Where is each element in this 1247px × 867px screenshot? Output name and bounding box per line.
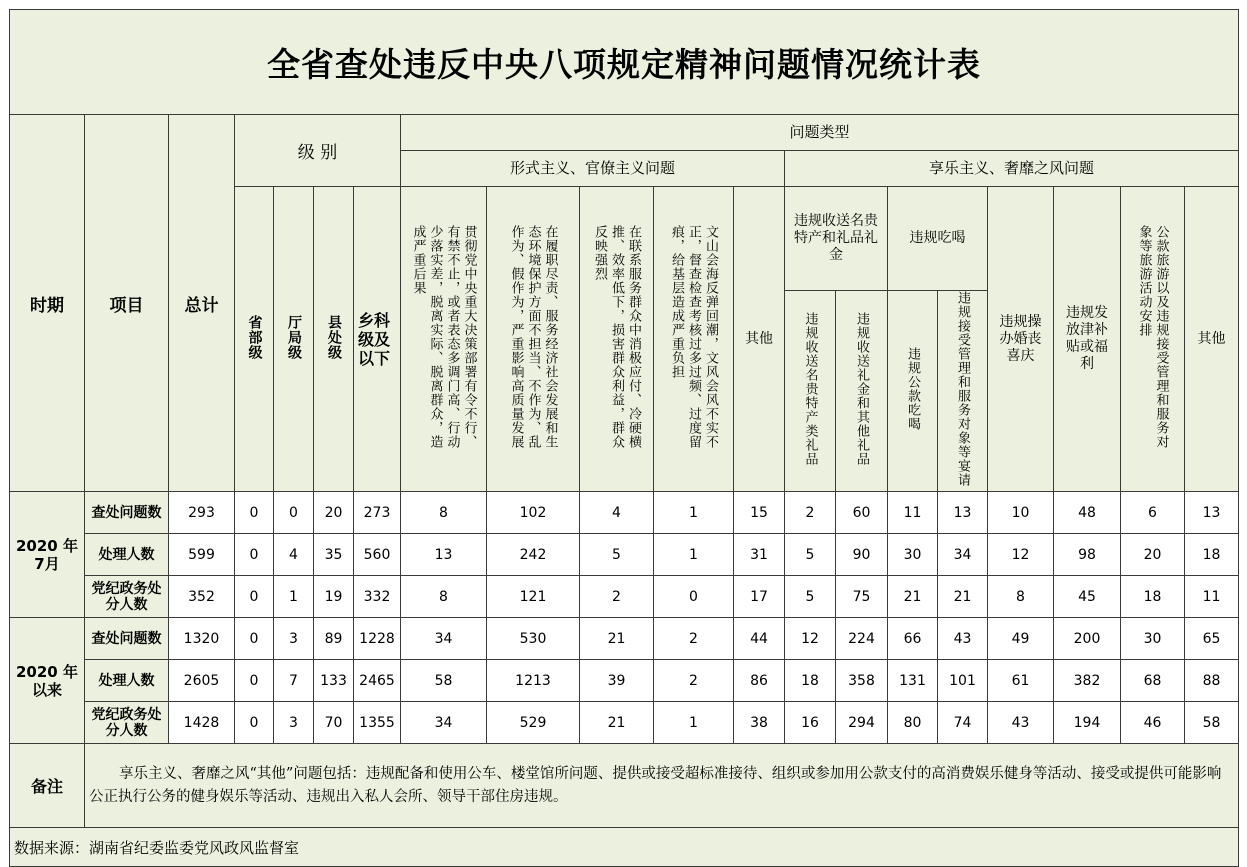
formalism-3-label: 在联系服务群众中消极应付、冷硬横推、效率低下，损害群众利益，群众反映强烈 bbox=[592, 224, 641, 449]
value-cell: 10 bbox=[988, 492, 1054, 534]
value-cell: 11 bbox=[1185, 576, 1239, 618]
statistics-table bbox=[9, 9, 1239, 867]
value-cell: 15 bbox=[734, 492, 785, 534]
value-cell: 1355 bbox=[354, 702, 401, 744]
value-cell: 1320 bbox=[169, 618, 235, 660]
value-cell: 35 bbox=[314, 534, 354, 576]
header-dining-a bbox=[888, 291, 938, 492]
value-cell: 4 bbox=[274, 534, 314, 576]
value-cell: 200 bbox=[1054, 618, 1121, 660]
value-cell: 332 bbox=[354, 576, 401, 618]
value-cell: 194 bbox=[1054, 702, 1121, 744]
value-cell: 39 bbox=[580, 660, 654, 702]
value-cell: 3 bbox=[274, 618, 314, 660]
value-cell: 19 bbox=[314, 576, 354, 618]
value-cell: 49 bbox=[988, 618, 1054, 660]
value-cell: 242 bbox=[487, 534, 580, 576]
value-cell: 1428 bbox=[169, 702, 235, 744]
formalism-2-label: 在履职尽责、服务经济社会发展和生态环境保护方面不担当、不作为、乱作为、假作为，严重影响高质量发展 bbox=[508, 224, 558, 449]
value-cell: 529 bbox=[487, 702, 580, 744]
header-level: 级 别 bbox=[235, 115, 401, 187]
value-cell: 101 bbox=[938, 660, 988, 702]
value-cell: 74 bbox=[938, 702, 988, 744]
value-cell: 21 bbox=[580, 702, 654, 744]
dining-a-label: 违规公款吃喝 bbox=[905, 347, 920, 431]
table-row bbox=[10, 702, 1239, 744]
item-cell: 查处问题数 bbox=[85, 492, 169, 534]
value-cell: 8 bbox=[988, 576, 1054, 618]
value-cell: 131 bbox=[888, 660, 938, 702]
header-travel bbox=[1121, 187, 1185, 492]
table-row bbox=[10, 492, 1239, 534]
dining-b-label: 违规接受管理和服务对象等宴请 bbox=[955, 291, 970, 487]
travel-label: 公款旅游以及违规接受管理和服务对象等旅游活动安排 bbox=[1136, 224, 1169, 449]
header-level-province bbox=[235, 187, 274, 492]
value-cell: 88 bbox=[1185, 660, 1239, 702]
value-cell: 2 bbox=[785, 492, 836, 534]
value-cell: 13 bbox=[401, 534, 487, 576]
value-cell: 2 bbox=[654, 618, 734, 660]
header-level-township bbox=[354, 187, 401, 492]
level-township-label: 乡科级及以下 bbox=[358, 310, 391, 368]
value-cell: 1 bbox=[654, 534, 734, 576]
header-formalism-4 bbox=[654, 187, 734, 492]
value-cell: 560 bbox=[354, 534, 401, 576]
value-cell: 0 bbox=[235, 492, 274, 534]
value-cell: 1213 bbox=[487, 660, 580, 702]
value-cell: 293 bbox=[169, 492, 235, 534]
value-cell: 4 bbox=[580, 492, 654, 534]
value-cell: 18 bbox=[785, 660, 836, 702]
header-formalism-1 bbox=[401, 187, 487, 492]
value-cell: 133 bbox=[314, 660, 354, 702]
value-cell: 31 bbox=[734, 534, 785, 576]
value-cell: 13 bbox=[1185, 492, 1239, 534]
value-cell: 382 bbox=[1054, 660, 1121, 702]
period-cell: 2020 年 以来 bbox=[10, 618, 85, 744]
value-cell: 2465 bbox=[354, 660, 401, 702]
value-cell: 21 bbox=[938, 576, 988, 618]
value-cell: 294 bbox=[836, 702, 888, 744]
header-allowance: 违规发放津补贴或福利 bbox=[1054, 187, 1121, 492]
value-cell: 0 bbox=[274, 492, 314, 534]
value-cell: 11 bbox=[888, 492, 938, 534]
note-label: 备注 bbox=[10, 744, 85, 828]
value-cell: 599 bbox=[169, 534, 235, 576]
value-cell: 60 bbox=[836, 492, 888, 534]
value-cell: 8 bbox=[401, 492, 487, 534]
value-cell: 58 bbox=[401, 660, 487, 702]
formalism-1-label: 贯彻党中央重大决策部署有令不行、有禁不止，或者表态多调门高、行动少落实差，脱离实际、脱离群众，造成严重后果 bbox=[410, 224, 477, 449]
value-cell: 21 bbox=[888, 576, 938, 618]
value-cell: 66 bbox=[888, 618, 938, 660]
value-cell: 352 bbox=[169, 576, 235, 618]
value-cell: 17 bbox=[734, 576, 785, 618]
value-cell: 18 bbox=[1185, 534, 1239, 576]
formalism-4-label: 文山会海反弹回潮，文风会风不实不正，督查检查考核过多过频、过度留痕，给基层造成严重负担 bbox=[669, 224, 718, 449]
value-cell: 5 bbox=[785, 576, 836, 618]
value-cell: 2605 bbox=[169, 660, 235, 702]
value-cell: 0 bbox=[235, 534, 274, 576]
value-cell: 273 bbox=[354, 492, 401, 534]
value-cell: 0 bbox=[235, 576, 274, 618]
value-cell: 43 bbox=[938, 618, 988, 660]
value-cell: 5 bbox=[580, 534, 654, 576]
table-row bbox=[10, 576, 1239, 618]
value-cell: 224 bbox=[836, 618, 888, 660]
level-county-label: 县处级 bbox=[326, 314, 342, 360]
value-cell: 0 bbox=[235, 660, 274, 702]
value-cell: 1 bbox=[274, 576, 314, 618]
header-hedonism-other: 其他 bbox=[1185, 187, 1239, 492]
header-formalism-3 bbox=[580, 187, 654, 492]
level-bureau-label: 厅局级 bbox=[286, 314, 302, 360]
header-gift-b bbox=[836, 291, 888, 492]
value-cell: 530 bbox=[487, 618, 580, 660]
gift-b-label: 违规收送礼金和其他礼品 bbox=[854, 312, 869, 466]
header-total: 总计 bbox=[169, 115, 235, 492]
table-row bbox=[10, 618, 1239, 660]
header-gift-a bbox=[785, 291, 836, 492]
table-row bbox=[10, 534, 1239, 576]
value-cell: 2 bbox=[580, 576, 654, 618]
table-title: 全省查处违反中央八项规定精神问题情况统计表 bbox=[10, 10, 1239, 115]
table-row bbox=[10, 660, 1239, 702]
item-cell: 处理人数 bbox=[85, 534, 169, 576]
value-cell: 6 bbox=[1121, 492, 1185, 534]
value-cell: 0 bbox=[654, 576, 734, 618]
header-wedding: 违规操办婚丧喜庆 bbox=[988, 187, 1054, 492]
value-cell: 0 bbox=[235, 618, 274, 660]
value-cell: 7 bbox=[274, 660, 314, 702]
value-cell: 1 bbox=[654, 702, 734, 744]
value-cell: 48 bbox=[1054, 492, 1121, 534]
item-cell: 处理人数 bbox=[85, 660, 169, 702]
value-cell: 12 bbox=[988, 534, 1054, 576]
item-cell: 党纪政务处分人数 bbox=[85, 576, 169, 618]
header-item: 项目 bbox=[85, 115, 169, 492]
value-cell: 58 bbox=[1185, 702, 1239, 744]
value-cell: 358 bbox=[836, 660, 888, 702]
header-dining-b bbox=[938, 291, 988, 492]
value-cell: 1228 bbox=[354, 618, 401, 660]
item-cell: 查处问题数 bbox=[85, 618, 169, 660]
gift-a-label: 违规收送名贵特产类礼品 bbox=[802, 312, 818, 466]
value-cell: 65 bbox=[1185, 618, 1239, 660]
value-cell: 121 bbox=[487, 576, 580, 618]
value-cell: 43 bbox=[988, 702, 1054, 744]
value-cell: 0 bbox=[235, 702, 274, 744]
header-period: 时期 bbox=[10, 115, 85, 492]
period-cell: 2020 年 7月 bbox=[10, 492, 85, 618]
value-cell: 90 bbox=[836, 534, 888, 576]
value-cell: 38 bbox=[734, 702, 785, 744]
value-cell: 2 bbox=[654, 660, 734, 702]
value-cell: 13 bbox=[938, 492, 988, 534]
value-cell: 34 bbox=[401, 702, 487, 744]
header-level-county bbox=[314, 187, 354, 492]
value-cell: 20 bbox=[314, 492, 354, 534]
header-dining: 违规吃喝 bbox=[888, 187, 988, 291]
value-cell: 8 bbox=[401, 576, 487, 618]
data-source: 数据来源：湖南省纪委监委党风政风监督室 bbox=[10, 828, 1239, 867]
header-formalism: 形式主义、官僚主义问题 bbox=[401, 151, 785, 187]
value-cell: 102 bbox=[487, 492, 580, 534]
value-cell: 20 bbox=[1121, 534, 1185, 576]
header-problem-type: 问题类型 bbox=[401, 115, 1239, 151]
value-cell: 75 bbox=[836, 576, 888, 618]
value-cell: 86 bbox=[734, 660, 785, 702]
value-cell: 80 bbox=[888, 702, 938, 744]
header-hedonism: 享乐主义、奢靡之风问题 bbox=[785, 151, 1239, 187]
value-cell: 21 bbox=[580, 618, 654, 660]
value-cell: 18 bbox=[1121, 576, 1185, 618]
value-cell: 12 bbox=[785, 618, 836, 660]
value-cell: 30 bbox=[888, 534, 938, 576]
value-cell: 46 bbox=[1121, 702, 1185, 744]
note-text bbox=[85, 744, 1239, 828]
value-cell: 30 bbox=[1121, 618, 1185, 660]
level-province-label: 省部级 bbox=[246, 314, 263, 360]
value-cell: 70 bbox=[314, 702, 354, 744]
value-cell: 5 bbox=[785, 534, 836, 576]
value-cell: 98 bbox=[1054, 534, 1121, 576]
header-formalism-other: 其他 bbox=[734, 187, 785, 492]
header-level-bureau bbox=[274, 187, 314, 492]
value-cell: 16 bbox=[785, 702, 836, 744]
value-cell: 44 bbox=[734, 618, 785, 660]
value-cell: 45 bbox=[1054, 576, 1121, 618]
header-gift: 违规收送名贵特产和礼品礼金 bbox=[785, 187, 888, 291]
value-cell: 61 bbox=[988, 660, 1054, 702]
value-cell: 1 bbox=[654, 492, 734, 534]
value-cell: 3 bbox=[274, 702, 314, 744]
value-cell: 68 bbox=[1121, 660, 1185, 702]
value-cell: 89 bbox=[314, 618, 354, 660]
header-formalism-2 bbox=[487, 187, 580, 492]
note-content: 享乐主义、奢靡之风“其他”问题包括：违规配备和使用公车、楼堂馆所问题、提供或接受超标准接待、组织或参加用公款支付的高消费娱乐健身等活动、接受或提供可能影响公正执行公务的健身娱乐等活动、违规出入私人会所、领导干部住房违规。 bbox=[89, 765, 1222, 805]
value-cell: 34 bbox=[938, 534, 988, 576]
value-cell: 34 bbox=[401, 618, 487, 660]
item-cell: 党纪政务处分人数 bbox=[85, 702, 169, 744]
